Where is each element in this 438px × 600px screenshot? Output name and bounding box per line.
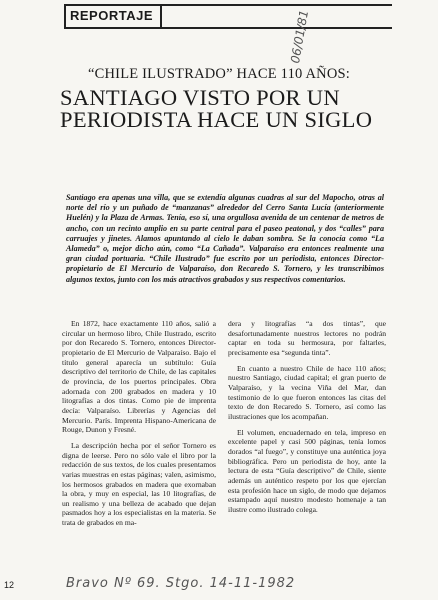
section-label-box-right: [160, 5, 162, 28]
body-paragraph: En 1872, hace exactamente 110 años, salió a circular un hermoso libro, Chile Ilustrado, escrito por don Recaredo S. Tornero, entonces Director-propietario de El Mercurio de Valparaíso. Bajo el título general aparecía un subtítulo: Guía descriptivo del territorio de Chile, de las capitales de provincia, de los puertos principales. Obra adornada con 200 grabados en madera y 10 litografías a dos tintas. Como pie de imprenta decía: Valparaíso. Librerías y Agencias del Mercurio. París. Imprenta Hispano-Americana de Rouge, Dunon y Fresné.: [62, 319, 216, 435]
body-column-left: [62, 319, 216, 534]
body-column-right: [228, 319, 386, 520]
section-label-box-left: [64, 5, 66, 28]
body-paragraph: El volumen, encuadernado en tela, impreso en excelente papel y casi 500 páginas, tenía lomos dorados “al fuego”, y constituye una auténtica joya bibliográfica. Pero un periodista de hoy, ante la lectura de esta “Guía descriptivo” de Chile, siente además un auténtico respeto por los que ejercían esta profesión hace un siglo, de modo que dejamos estampado aquí nuestro modesto homenaje a tan ilustre como ilustrado colega.: [228, 427, 386, 514]
handwritten-date-annotation: 06/01/81: [288, 8, 312, 65]
handwritten-source-annotation: Bravo Nº 69. Stgo. 14-11-1982: [66, 576, 296, 591]
headline: SANTIAGO VISTO POR UN PERIODISTA HACE UN SIGLO: [60, 85, 373, 132]
body-paragraph: La descripción hecha por el señor Tornero es digna de leerse. Pero no sólo vale el libro por la redacción de sus textos, de los cuales presentamos varias muestras en estas páginas; valen, asimismo, los hermosos grabados en madera que exornaban la obra, y muy en especial, las 10 litografías, de un realismo y una belleza de acabado que dejan pasmados hoy a los especialistas en la materia. Se trata de grabados en ma-: [62, 440, 216, 528]
body-paragraph: En cuanto a nuestro Chile de hace 110 años; nuestro Santiago, ciudad capital; el gran puerto de Valparaíso, y la vecina Viña del Mar, dan testimonio de lo que fueron entonces las citas del texto de don Recaredo S. Tornero, así como las ilustraciones que los acompañan.: [228, 363, 386, 421]
intro-paragraph: Santiago era apenas una villa, que se extendía algunas cuadras al sur del Mapocho, otras al norte del río y un puñado de “manzanas” alrededor del Cerro Santa Lucía (anteriormente Huelén) y la Plaza de Armas. Tenía, eso sí, una orgullosa avenida de un centenar de metros de ancho, con un recinto amplio en su parte central para el paseo peatonal, y dos “calles” para carruajes y jinetes. Alamos apuntando al cielo le daban sombra. Se la conocía como “La Alameda” o, mejor dicho aún, como “La Cañada”. Valparaíso era entonces realmente una gran ciudad portuaria. “Chile Ilustrado” fue escrito por un periodista, entonces Director-propietario de El Mercurio de Valparaíso, don Recaredo S. Tornero, y les transcribimos algunos textos, junto con los más atractivos grabados y sus respectivos comentarios.: [66, 193, 384, 284]
top-border-rule: [64, 4, 392, 6]
section-label: REPORTAJE: [70, 8, 153, 23]
page-number: 12: [4, 580, 15, 590]
section-label-underline: [64, 27, 392, 29]
body-paragraph: dera y litografías “a dos tintas”, que desafortunadamente nuestros lectores no podrán captar en toda su hermosura, por faltarles, precisamente esa “segunda tinta”.: [228, 319, 386, 357]
kicker-line: “CHILE ILUSTRADO” HACE 110 AÑOS:: [87, 66, 350, 82]
